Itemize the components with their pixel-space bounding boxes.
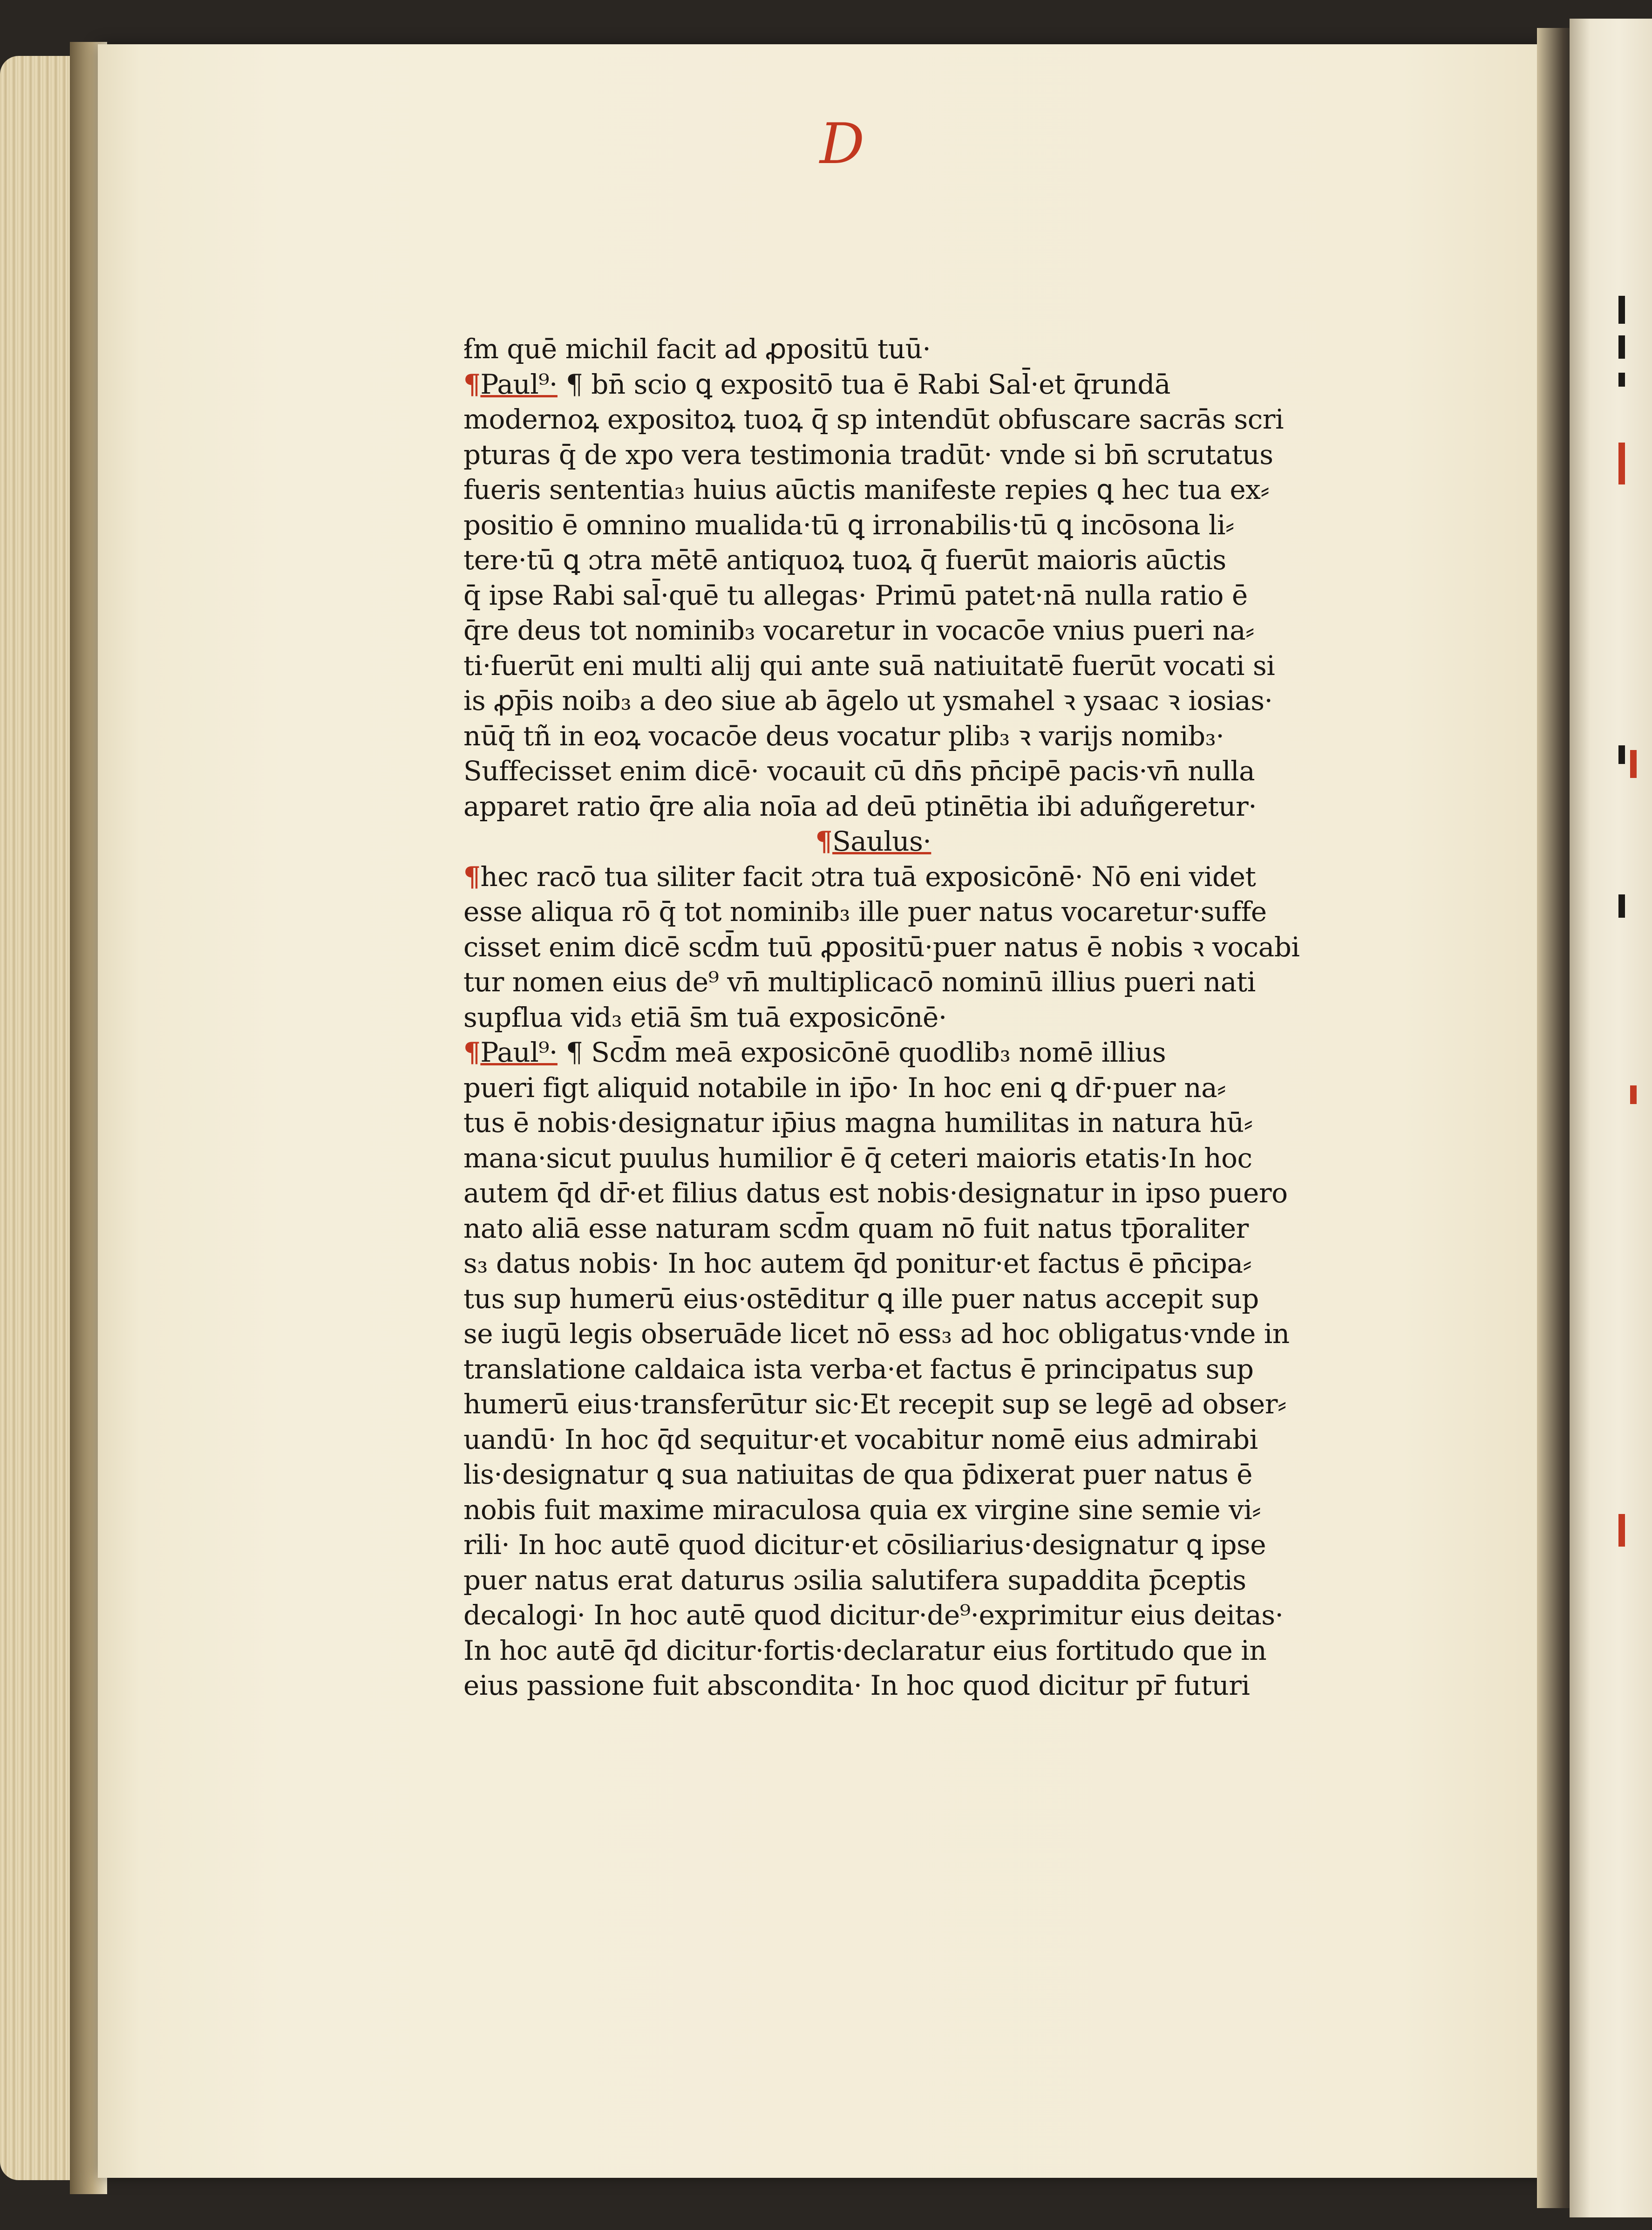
text-line <box>463 1141 1348 1176</box>
line-text: pturas q̄ de xpo vera testimonia tradūt· vnde si bn̄ scrutatus <box>463 438 1273 471</box>
line-text: q̄re deus tot nominib₃ vocaretur in vocacōe vnius pueri na⸗ <box>463 614 1255 646</box>
paragraph-mark: ¶ <box>463 860 481 893</box>
line-text: translatione caldaica ista verba·et factus ē principatus sup <box>463 1353 1254 1385</box>
facing-page-edge <box>1570 19 1652 2217</box>
speaker-name: Saulus· <box>832 825 931 857</box>
speaker-name: Paul⁹· <box>480 1037 557 1068</box>
line-text: nobis fuit maxime miraculosa quia ex virgine sine semie vi⸗ <box>463 1493 1261 1526</box>
line-text: In hoc autē q̄d dicitur·fortis·declaratur eius fortitudo que in <box>463 1634 1267 1666</box>
paragraph-mark: ¶ <box>463 1037 481 1068</box>
text-line <box>463 437 1348 473</box>
line-text: ẜm quē michil facit ad ꝓpositū tuū· <box>463 333 931 365</box>
line-text: fueris sententia₃ huius aūctis manifeste repies ꝗ hec tua ex⸗ <box>463 474 1270 505</box>
line-text: nūq̄ tñ in eoꝝ vocacōe deus vocatur plib₃ ꝛ varijs nomib₃· <box>463 720 1224 752</box>
line-text: supflua vid₃ etiā s̄m tuā exposicōnē· <box>463 1001 947 1033</box>
text-line <box>463 648 1348 684</box>
text-line <box>463 508 1348 543</box>
text-line <box>463 1000 1348 1036</box>
text-line <box>463 1211 1348 1247</box>
text-line <box>463 1352 1348 1387</box>
line-text: ti·fuerūt eni multi alij qui ante suā natiuitatē fuerūt vocati si <box>463 649 1275 682</box>
text-line <box>463 754 1348 789</box>
text-line <box>463 1422 1348 1458</box>
text-line <box>463 1457 1348 1493</box>
text-line <box>463 1071 1348 1106</box>
text-line <box>463 683 1348 719</box>
text-line <box>463 1246 1348 1282</box>
text-line <box>463 1493 1348 1528</box>
line-text: ¶ bn̄ scio ꝗ expositō tua ē Rabi Sal̄·et q̄rundā <box>565 368 1170 400</box>
text-column <box>463 332 1348 1704</box>
line-text: tus ē nobis·designatur ip̄ius magna humilitas in natura hū⸗ <box>463 1107 1253 1139</box>
folio-signature: D <box>820 112 865 177</box>
line-text: decalogi· In hoc autē quod dicitur·de⁹·exprimitur eius deitas· <box>463 1599 1284 1631</box>
line-text: se iugū legis obseruāde licet nō ess₃ ad hoc obligatus·vnde in <box>463 1318 1290 1350</box>
line-text: nato aliā esse naturam scd̄m quam nō fuit natus tp̄oraliter <box>463 1212 1249 1244</box>
facing-text-fragment <box>1618 296 1625 324</box>
line-text: positio ē omnino mualida·tū ꝗ irronabilis·tū ꝗ incōsona li⸗ <box>463 509 1234 541</box>
text-line <box>463 1316 1348 1352</box>
line-text: ¶ Scd̄m meā exposicōnē quodlib₃ nomē illius <box>565 1037 1166 1068</box>
text-line <box>463 332 1348 367</box>
gutter-shadow <box>1537 28 1574 2208</box>
line-text: puer natus erat daturus ɔsilia salutifera supaddita p̄ceptis <box>463 1564 1246 1596</box>
line-text: pueri figt aliquid notabile in ip̄o· In hoc eni ꝗ dr̄·puer na⸗ <box>463 1071 1226 1104</box>
line-text: apparet ratio q̄re alia noīa ad deū ptinētia ibi aduñgeretur· <box>463 790 1257 822</box>
facing-text-fragment <box>1618 335 1625 359</box>
text-line <box>463 472 1348 508</box>
line-text: Suffecisset enim dicē· vocauit cū dn̄s pn̄cipē pacis·vn̄ nulla <box>463 755 1255 787</box>
facing-text-fragment <box>1618 745 1625 764</box>
line-text: s₃ datus nobis· In hoc autem q̄d ponitur·et factus ē pn̄cipa⸗ <box>463 1248 1252 1279</box>
text-line <box>463 894 1348 930</box>
text-line <box>463 1387 1348 1422</box>
facing-rubric-fragment <box>1630 750 1637 778</box>
facing-rubric-fragment <box>1618 1514 1625 1547</box>
text-line <box>463 1633 1348 1669</box>
speaker-name: Paul⁹· <box>480 368 557 400</box>
line-text: tur nomen eius de⁹ vn̄ multiplicacō nominū illius pueri nati <box>463 966 1256 998</box>
text-line <box>463 719 1348 754</box>
text-line <box>463 1528 1348 1563</box>
line-text: hec racō tua siliter facit ɔtra tuā exposicōnē· Nō eni videt <box>480 860 1256 893</box>
paragraph-mark: ¶ <box>463 368 481 400</box>
line-text: is ꝓp̄is noib₃ a deo siue ab āgelo ut ysmahel ꝛ ysaac ꝛ iosias· <box>463 685 1273 716</box>
text-line <box>463 930 1348 965</box>
text-line <box>463 543 1348 578</box>
line-text: humerū eius·transferūtur sic·Et recepit sup se legē ad obser⸗ <box>463 1388 1286 1420</box>
text-line <box>463 1035 1348 1071</box>
text-line <box>463 824 1348 859</box>
line-text: q̄ ipse Rabi sal̄·quē tu allegas· Primū patet·nā nulla ratio ē <box>463 579 1248 611</box>
line-text: lis·designatur ꝗ sua natiuitas de qua p̄dixerat puer natus ē <box>463 1459 1252 1490</box>
text-line <box>463 1598 1348 1633</box>
line-text: uandū· In hoc q̄d sequitur·et vocabitur nomē eius admirabi <box>463 1423 1258 1455</box>
facing-text-fragment <box>1618 894 1625 918</box>
paragraph-mark: ¶ <box>815 825 833 857</box>
line-text: mana·sicut puulus humilior ē q̄ ceteri maioris etatis·In hoc <box>463 1142 1252 1174</box>
text-line <box>463 1282 1348 1317</box>
text-line <box>463 859 1348 895</box>
line-text: autem q̄d dr̄·et filius datus est nobis·designatur in ipso puero <box>463 1177 1288 1209</box>
line-text: eius passione fuit abscondita· In hoc quod dicitur pr̄ futuri <box>463 1670 1250 1701</box>
text-line <box>463 789 1348 825</box>
line-text: modernoꝝ expositoꝝ tuoꝝ q̄ sp intendūt obfuscare sacrās scri <box>463 403 1284 435</box>
text-line <box>463 1668 1348 1704</box>
line-text: tus sup humerū eius·ostēditur ꝗ ille puer natus accepit sup <box>463 1282 1259 1315</box>
text-line <box>463 367 1348 402</box>
text-line <box>463 1105 1348 1141</box>
text-line <box>463 1176 1348 1211</box>
text-line <box>463 613 1348 648</box>
facing-rubric-fragment <box>1630 1085 1637 1104</box>
line-text: cisset enim dicē scd̄m tuū ꝓpositū·puer natus ē nobis ꝛ vocabi <box>463 931 1300 963</box>
line-text: tere·tū ꝗ ɔtra mētē antiquoꝝ tuoꝝ q̄ fuerūt maioris aūctis <box>463 544 1226 576</box>
text-line <box>463 578 1348 614</box>
text-line <box>463 1563 1348 1598</box>
facing-text-fragment <box>1618 373 1625 387</box>
text-line <box>463 965 1348 1000</box>
line-text: rili· In hoc autē quod dicitur·et cōsiliarius·designatur ꝗ ipse <box>463 1529 1266 1561</box>
text-line <box>463 402 1348 437</box>
line-text: esse aliqua rō q̄ tot nominib₃ ille puer natus vocaretur·suffe <box>463 896 1267 927</box>
facing-rubric-fragment <box>1618 443 1625 484</box>
